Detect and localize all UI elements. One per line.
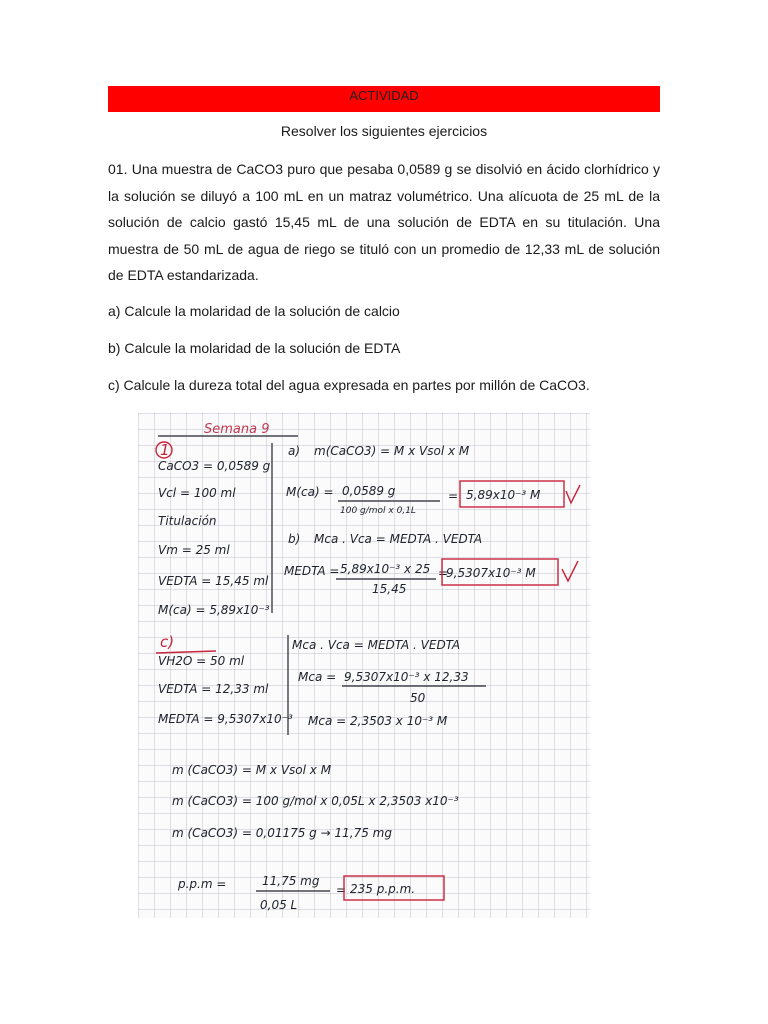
given-aliquot: Vm = 25 ml [158, 543, 230, 557]
part-a-denominator: 100 g/mol x 0,1L [340, 506, 416, 516]
question-c: c) Calcule la dureza total del agua expresada en partes por millón de CaCO3. [108, 377, 590, 393]
given-volume: Vcl = 100 ml [158, 486, 236, 500]
part-c-numerator: 9,5307x10⁻³ x 12,33 [344, 670, 469, 684]
ppm-lhs: p.p.m = [178, 877, 227, 891]
given-titulacion: Titulación [158, 514, 217, 528]
part-b-result: 9,5307x10⁻³ M [446, 566, 536, 580]
mass-line-2: m (CaCO3) = 100 g/mol x 0,05L x 2,3503 x10⁻³ [172, 794, 459, 808]
notebook-header: Semana 9 [204, 422, 270, 437]
given-medta: MEDTA = 9,5307x10⁻³ [158, 712, 293, 726]
problem-statement: 01. Una muestra de CaCO3 puro que pesaba 0,0589 g se disolvió en ácido clorhídrico y la solución se diluyó a 100 mL en un matraz volumétrico. Una alícuota de 25 mL de la solución de calcio gastó 15,45 mL de una solución de EDTA en su titulación. Una muestra de 50 mL de agua de riego se tituló con un promedio de 12,33 mL de solución de EDTA estandarizada. [108, 161, 660, 283]
given-vedta-c: VEDTA = 12,33 ml [158, 682, 269, 696]
ppm-denominator: 0,05 L [260, 898, 298, 912]
part-c-lhs: Mca = [298, 670, 337, 684]
subtitle: Resolver los siguientes ejercicios [280, 123, 488, 139]
part-a-formula: m(CaCO3) = M x Vsol x M [314, 444, 470, 458]
part-b-lhs: MEDTA = [284, 564, 340, 578]
part-c-label: c) [160, 633, 175, 651]
part-a-result: 5,89x10⁻³ M [466, 488, 541, 502]
part-a-label: a) [288, 444, 301, 458]
part-c-underline [156, 651, 216, 653]
exercise-number: 1 [160, 441, 170, 459]
ppm-equals: = [336, 883, 347, 897]
question-b: b) Calcule la molaridad de la solución de EDTA [108, 340, 401, 356]
given-caco3: CaCO3 = 0,0589 g [158, 459, 271, 473]
handwritten-solution-drawing [138, 413, 590, 918]
activity-banner: ACTIVIDAD [108, 86, 660, 112]
part-b-equals: = [438, 566, 449, 580]
checkmark-icon [566, 485, 580, 503]
checkmark-icon-b [562, 561, 578, 581]
ppm-numerator: 11,75 mg [262, 874, 320, 888]
part-c-formula: Mca . Vca = MEDTA . VEDTA [292, 638, 461, 652]
part-b-denominator: 15,45 [372, 582, 407, 596]
part-b-numerator: 5,89x10⁻³ x 25 [340, 562, 431, 576]
given-vh2o: VH2O = 50 ml [158, 654, 245, 668]
part-c-result: Mca = 2,3503 x 10⁻³ M [308, 714, 448, 728]
part-a-lhs: M(ca) = [286, 485, 334, 499]
ppm-result: 235 p.p.m. [350, 882, 416, 896]
question-a: a) Calcule la molaridad de la solución de calcio [108, 303, 400, 319]
part-b-label: b) [288, 532, 301, 546]
part-a-equals: = [448, 489, 459, 503]
part-b-formula: Mca . Vca = MEDTA . VEDTA [314, 532, 483, 546]
part-c-denominator: 50 [410, 691, 426, 705]
mass-line-1: m (CaCO3) = M x Vsol x M [172, 763, 332, 777]
mass-line-3: m (CaCO3) = 0,01175 g → 11,75 mg [172, 826, 392, 840]
given-mca: M(ca) = 5,89x10⁻³ [158, 603, 270, 617]
given-vedta: VEDTA = 15,45 ml [158, 574, 269, 588]
handwritten-solution-photo [138, 413, 590, 918]
part-a-numerator: 0,0589 g [342, 484, 396, 498]
